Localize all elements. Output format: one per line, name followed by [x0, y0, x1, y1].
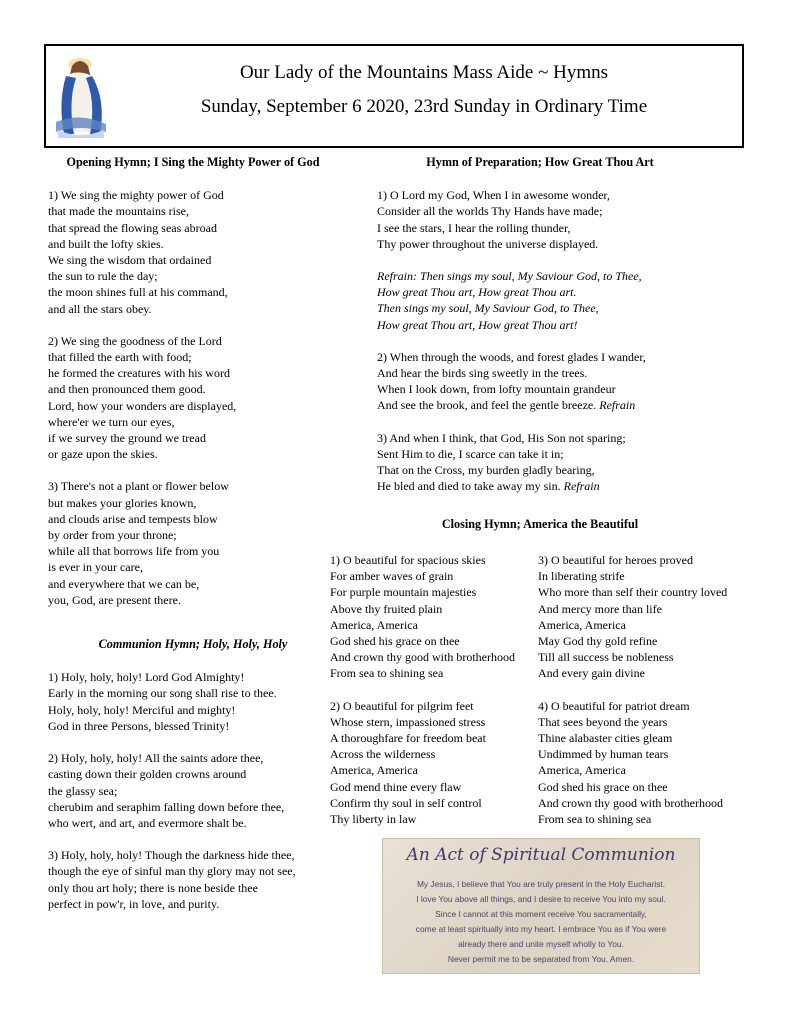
refrain-tag: Refrain — [563, 479, 600, 494]
stanza-line: though the eye of sinful man thy glory may not see, — [48, 864, 296, 879]
stanza-line: and clouds arise and tempests blow — [48, 511, 218, 526]
stanza — [330, 552, 535, 682]
stanza-line: 1) Holy, holy, holy! Lord God Almighty! — [48, 670, 245, 685]
stanza-line: That on the Cross, my burden gladly bearing, — [377, 463, 595, 478]
stanza-line: How great Thou art, How great Thou art. — [377, 285, 577, 300]
stanza-line: 4) O beautiful for patriot dream — [538, 698, 690, 713]
stanza-line: the moon shines full at his command, — [48, 285, 228, 300]
stanza-line: When I look down, from lofty mountain grandeur — [377, 382, 616, 397]
stanza-line: is ever in your care, — [48, 560, 143, 575]
stanza-line: For amber waves of grain — [330, 569, 454, 584]
stanza-line: he formed the creatures with his word — [48, 366, 230, 381]
closing-hymn-col-2 — [538, 552, 748, 827]
stanza-line: A thoroughfare for freedom beat — [330, 731, 486, 746]
spiritual-communion-line: already there and unite myself wholly to You. — [458, 939, 624, 949]
stanza-line: For purple mountain majesties — [330, 585, 477, 600]
stanza-line: and all the stars obey. — [48, 301, 152, 316]
stanza-line: And see the brook, and feel the gentle breeze. Refrain — [377, 398, 636, 413]
spiritual-communion-line: Never permit me to be separated from You. Amen. — [447, 954, 635, 964]
stanza — [48, 187, 338, 317]
stanza — [48, 847, 338, 912]
stanza-line: who wert, and art, and evermore shalt be. — [48, 815, 247, 830]
stanza-line: Thy liberty in law — [330, 812, 417, 827]
stanza-line: May God thy gold refine — [538, 634, 658, 649]
stanza-line: the glassy sea; — [48, 783, 118, 798]
stanza-line: Sent Him to die, I scarce can take it in; — [377, 446, 564, 461]
stanza — [48, 750, 338, 831]
stanza — [48, 333, 338, 463]
stanza-line: where'er we turn our eyes, — [48, 414, 175, 429]
stanza-line: Whose stern, impassioned stress — [330, 714, 486, 729]
stanza-line: casting down their golden crowns around — [48, 767, 247, 782]
stanza-line: He bled and died to take away my sin. Refrain — [377, 479, 600, 494]
stanza — [377, 187, 750, 252]
stanza-line: Till all success be nobleness — [538, 650, 674, 665]
stanza-line: 2) O beautiful for pilgrim feet — [330, 698, 474, 713]
spiritual-communion-line: My Jesus, I believe that You are truly present in the Holy Eucharist. — [416, 879, 666, 889]
stanza-line: Undimmed by human tears — [538, 747, 669, 762]
stanza-line: that spread the flowing seas abroad — [48, 220, 217, 235]
communion-hymn-stanzas — [48, 669, 338, 912]
stanza-line: Refrain: Then sings my soul, My Saviour God, to Thee, — [377, 269, 642, 284]
stanza — [48, 478, 338, 608]
stanza-line: And hear the birds sing sweetly in the trees. — [377, 366, 588, 381]
opening-hymn-title: Opening Hymn; I Sing the Mighty Power of God — [66, 155, 320, 169]
spiritual-communion-line: come at least spiritually into my heart. I embrace You as if You were — [415, 924, 667, 934]
stanza-line: From sea to shining sea — [330, 666, 444, 681]
stanza-line: by order from your throne; — [48, 528, 177, 543]
stanza-line: How great Thou art, How great Thou art! — [377, 317, 578, 332]
stanza-line: if we survey the ground we tread — [48, 431, 206, 446]
stanza-line: Confirm thy soul in self control — [330, 795, 482, 810]
stanza-line: America, America — [330, 763, 418, 778]
right-column — [330, 154, 750, 533]
page-title: Our Lady of the Mountains Mass Aide ~ Hymns — [239, 62, 609, 83]
stanza-line: 3) Holy, holy, holy! Though the darkness hide thee, — [48, 848, 295, 863]
stanza-line: that filled the earth with food; — [48, 350, 192, 365]
stanza-line: and then pronounced them good. — [48, 382, 206, 397]
stanza — [377, 430, 750, 495]
stanza-line: perfect in pow'r, in love, and purity. — [48, 896, 220, 911]
stanza-line: God shed his grace on thee — [330, 634, 460, 649]
stanza-line: America, America — [330, 617, 418, 632]
stanza-line: 1) We sing the mighty power of God — [48, 188, 224, 203]
stanza-line: America, America — [538, 763, 626, 778]
stanza-line: Lord, how your wonders are displayed, — [48, 398, 237, 413]
stanza-line: 2) Holy, holy, holy! All the saints adore thee, — [48, 751, 264, 766]
refrain-tag: Refrain — [599, 398, 636, 413]
stanza-line: That sees beyond the years — [538, 714, 668, 729]
header-box — [44, 44, 744, 148]
stanza — [377, 349, 750, 414]
opening-hymn-stanzas — [48, 187, 338, 608]
stanza-line: From sea to shining sea — [538, 812, 652, 827]
stanza-line: 3) There's not a plant or flower below — [48, 479, 229, 494]
stanza-line: In liberating strife — [538, 569, 625, 584]
spiritual-communion-card — [382, 838, 700, 974]
stanza-line: but makes your glories known, — [48, 495, 197, 510]
stanza-line: cherubim and seraphim falling down before thee, — [48, 799, 285, 814]
stanza-line: And crown thy good with brotherhood — [330, 650, 515, 665]
stanza-line: God in three Persons, blessed Trinity! — [48, 718, 230, 733]
spiritual-communion-line: I love You above all things, and I desire to receive You into my soul. — [416, 894, 666, 904]
preparation-hymn-body — [330, 187, 750, 494]
stanza-line: I see the stars, I hear the rolling thunder, — [377, 220, 571, 235]
madonna-icon — [52, 52, 110, 140]
stanza-line: 2) When through the woods, and forest glades I wander, — [377, 349, 646, 364]
stanza — [48, 669, 338, 734]
stanza-line: Consider all the worlds Thy Hands have made; — [377, 204, 603, 219]
stanza-line: 3) And when I think, that God, His Son not sparing; — [377, 430, 626, 445]
stanza-line: God mend thine every flaw — [330, 779, 462, 794]
stanza-line: 1) O Lord my God, When I in awesome wonder, — [377, 188, 610, 203]
stanza-line: that made the mountains rise, — [48, 204, 189, 219]
stanza-line: or gaze upon the skies. — [48, 447, 158, 462]
stanza-line: 1) O beautiful for spacious skies — [330, 553, 486, 567]
stanza — [538, 698, 748, 828]
refrain — [377, 268, 750, 333]
stanza-line: Who more than self their country loved — [538, 585, 728, 600]
preparation-hymn-title: Hymn of Preparation; How Great Thou Art — [426, 155, 654, 169]
stanza-line: Across the wilderness — [330, 747, 436, 762]
stanza-line: and built the lofty skies. — [48, 236, 164, 251]
page-date: Sunday, September 6 2020, 23rd Sunday in Ordinary Time — [200, 96, 648, 117]
stanza-line: Thy power throughout the universe displayed. — [377, 236, 599, 251]
stanza-line: America, America — [538, 617, 626, 632]
stanza-line: Above thy fruited plain — [330, 601, 443, 616]
stanza-line: And every gain divine — [538, 666, 645, 681]
stanza-line: while all that borrows life from you — [48, 544, 220, 559]
stanza-line: And mercy more than life — [538, 601, 662, 616]
stanza-line: We sing the wisdom that ordained — [48, 253, 212, 268]
closing-hymn-col-1 — [330, 552, 535, 827]
left-column — [48, 154, 338, 912]
stanza-line: Thine alabaster cities gleam — [538, 731, 673, 746]
stanza-line: Early in the morning our song shall rise to thee. — [48, 686, 277, 701]
communion-hymn-title: Communion Hymn; Holy, Holy, Holy — [98, 637, 288, 652]
stanza-line: only thou art holy; there is none beside thee — [48, 880, 258, 895]
stanza-line: God shed his grace on thee — [538, 779, 668, 794]
stanza-line: Then sings my soul, My Saviour God, to Thee, — [377, 301, 599, 316]
stanza — [538, 552, 748, 682]
spiritual-communion-title: An Act of Spiritual Communion — [406, 845, 676, 865]
stanza-line: and everywhere that we can be, — [48, 576, 200, 591]
stanza-line: 3) O beautiful for heroes proved — [538, 553, 693, 567]
stanza-line: And crown thy good with brotherhood — [538, 795, 723, 810]
stanza-line: Holy, holy, holy! Merciful and mighty! — [48, 702, 236, 717]
stanza-line: 2) We sing the goodness of the Lord — [48, 333, 222, 348]
stanza-line: you, God, are present there. — [48, 592, 181, 607]
stanza — [330, 698, 535, 828]
stanza-line: the sun to rule the day; — [48, 269, 158, 284]
closing-hymn-title: Closing Hymn; America the Beautiful — [441, 517, 639, 532]
spiritual-communion-line: Since I cannot at this moment receive You sacramentally, — [435, 909, 647, 919]
